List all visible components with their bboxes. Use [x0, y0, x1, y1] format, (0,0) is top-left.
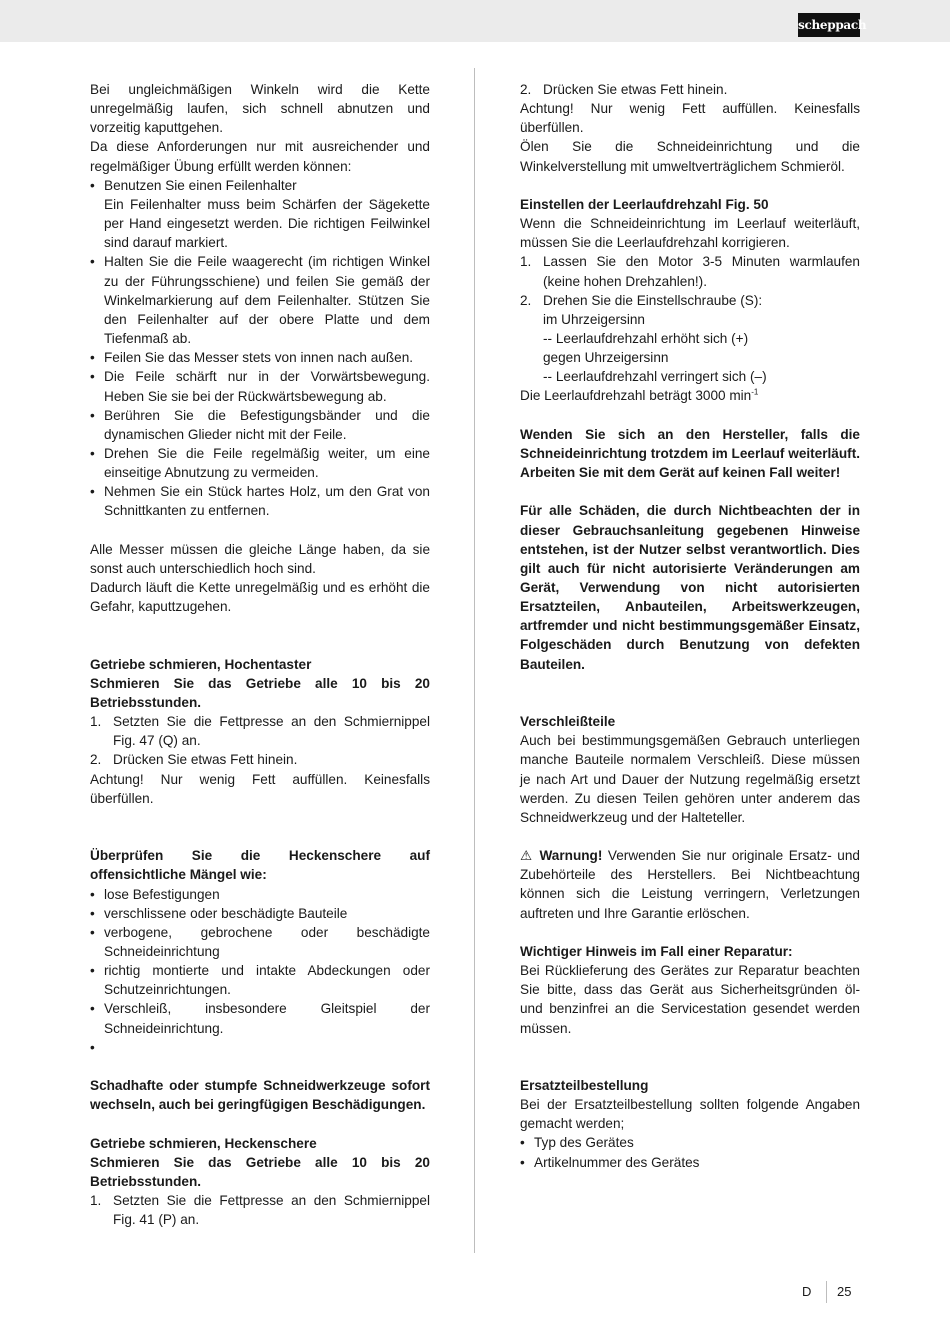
- page-number: 25: [837, 1284, 852, 1299]
- step-text: Lassen Sie den Motor 3-5 Minuten warmlaufen (keine hohen Drehzahlen!).: [543, 254, 860, 289]
- footer-separator: [826, 1281, 827, 1303]
- list-item: • richtig montierte und intakte Abdeckungen oder Schutzeinrichtungen.: [90, 961, 430, 999]
- list-item: • lose Befestigungen: [90, 885, 430, 904]
- list-item: [520, 252, 860, 290]
- idle-rpm-text: Die Leerlaufdrehzahl beträgt 3000 min: [520, 388, 752, 404]
- list-item: [520, 80, 860, 99]
- sharpening-tips: [90, 176, 430, 521]
- warning-text: Verwenden Sie nur originale Ersatz- und Zubehörteile des Herstellers. Bei Nichtbeachtung können sich die Leistung verringern, Verletzungen auftreten und Ihre Garantie erlöschen.: [520, 848, 860, 921]
- list-item: [520, 291, 860, 310]
- step-text: Setzten Sie die Fettpresse an den Schmiernippel Fig. 47 (Q) an.: [113, 714, 430, 749]
- liability-text: Für alle Schäden, die durch Nichtbeachten der in dieser Gebrauchsanleitung gegebenen Hinweise entstehen, ist der Nutzer selbst verantwortlich. Dies gilt auch für nicht autorisierte Veränderungen am Gerät, Verwendung von nicht autorisierten Ersatzteilen, Anbauteilen, Arbeitswerkzeugen, artfremder und nicht bestimmungsgemäßer Einsatz, Folgeschäden durch Benutzung von defekten Bauteilen.: [520, 503, 860, 672]
- gear1-heading: Getriebe schmieren, Hochentaster: [90, 656, 312, 672]
- clockwise-label: im Uhrzeigersinn: [543, 311, 645, 327]
- repair-text: Bei Rücklieferung des Gerätes zur Reparatur beachten Sie bitte, dass das Gerät aus Sicherheitsgründen öl- und benzinfrei an die Servicestation gesendet werden müssen.: [520, 963, 860, 1036]
- list-item: • Artikelnummer des Gerätes: [520, 1153, 860, 1172]
- step-number: 2.: [90, 752, 102, 768]
- replace-warning: Schadhafte oder stumpfe Schneidwerkzeuge sofort wechseln, auch bei geringfügigen Beschädigungen.: [90, 1078, 430, 1113]
- list-item: [90, 176, 430, 253]
- step-number: 1.: [90, 714, 102, 730]
- step-text: Drücken Sie etwas Fett hinein.: [543, 82, 728, 97]
- gear1-steps: [90, 712, 430, 769]
- list-item: [90, 1191, 430, 1229]
- check-list: [90, 885, 430, 1057]
- list-item-empty: [90, 1038, 430, 1057]
- repair-heading: Wichtiger Hinweis im Fall einer Reparatur:: [520, 943, 793, 959]
- parts-heading: Ersatzteilbestellung: [520, 1078, 649, 1094]
- list-item: [90, 750, 430, 769]
- step-number: 1.: [520, 254, 532, 270]
- warning-paragraph: [520, 846, 860, 923]
- tip-head: Benutzen Sie einen Feilenhalter: [104, 177, 297, 193]
- contact-manufacturer: Wenden Sie sich an den Hersteller, falls die Schneideinrichtung trotzdem im Leerlauf weiterläuft. Arbeiten Sie mit dem Gerät auf keinen Fall weiter!: [520, 426, 860, 481]
- requirements-text: Da diese Anforderungen nur mit ausreichender und regelmäßiger Übung erfüllt werden können:: [90, 139, 430, 174]
- wear-text: Auch bei bestimmungsgemäßen Gebrauch unterliegen manche Bauteile normalem Verschleiß. Diese müssen je nach Art und Dauer der Nutzung regelmäßig ersetzt werden. Zu diesen Teilen gehören unter anderem das Schneidwerkzeug und der Halteteller.: [520, 733, 860, 825]
- list-item: • Die Feile schärft nur in der Vorwärtsbewegung. Heben Sie sie bei der Rückwärtsbewegung ab.: [90, 367, 430, 405]
- list-item: • Verschleiß, insbesondere Gleitspiel der Schneideinrichtung.: [90, 999, 430, 1037]
- list-item: • Nehmen Sie ein Stück hartes Holz, um den Grat von Schnittkanten zu entfernen.: [90, 482, 430, 520]
- gear2-heading: Getriebe schmieren, Heckenschere: [90, 1135, 317, 1151]
- oil-text: Ölen Sie die Schneideinrichtung und die Winkelverstellung mit umweltverträglichem Schmieröl.: [520, 139, 860, 174]
- list-item: • Berühren Sie die Befestigungsbänder und die dynamischen Glieder nicht mit der Feile.: [90, 406, 430, 444]
- gear2-subheading: Schmieren Sie das Getriebe alle 10 bis 20 Betriebsstunden.: [90, 1154, 430, 1189]
- gear1-subheading: Schmieren Sie das Getriebe alle 10 bis 20 Betriebsstunden.: [90, 675, 430, 710]
- counterclockwise-label: gegen Uhrzeigersinn: [543, 350, 669, 366]
- list-item: • Typ des Gerätes: [520, 1133, 860, 1152]
- parts-text: Bei der Ersatzteilbestellung sollten folgende Angaben gemacht werden;: [520, 1097, 860, 1132]
- parts-list: [520, 1133, 860, 1171]
- list-item: • verschlissene oder beschädigte Bauteile: [90, 904, 430, 923]
- left-column: [90, 80, 430, 1229]
- step-text: Drücken Sie etwas Fett hinein.: [113, 752, 298, 768]
- warning-triangle-icon: ⚠: [520, 848, 534, 864]
- right-column: [520, 80, 860, 1172]
- step-number: 2.: [520, 82, 532, 97]
- brand-logo: scheppach: [798, 13, 860, 37]
- list-item: • Halten Sie die Feile waagerecht (im richtigen Winkel zu der Führungsschiene) und feilen Sie gemäß der Winkelmarkierung auf dem Feilenhalter. Stützen Sie den Feilenhalter auf der obere Platte und dem Tiefenmaß ab.: [90, 252, 430, 348]
- gear2-note: Achtung! Nur wenig Fett auffüllen. Keinesfalls überfüllen.: [520, 101, 860, 136]
- tip-text: Ein Feilenhalter muss beim Schärfen der Sägekette per Hand eingesetzt werden. Die richtigen Feilwinkel sind darauf markiert.: [104, 196, 430, 251]
- blades-text-1: Alle Messer müssen die gleiche Länge haben, da sie sonst auch unterschiedlich hoch sind.: [90, 541, 430, 576]
- gear2-steps-continued: [520, 80, 860, 99]
- idle-steps: [520, 252, 860, 309]
- step-text: Drehen Sie die Einstellschraube (S):: [543, 292, 763, 308]
- list-item: • verbogene, gebrochene oder beschädigte Schneideinrichtung: [90, 923, 430, 961]
- list-item: • Feilen Sie das Messer stets von innen nach außen.: [90, 348, 430, 367]
- counterclockwise-effect: -- Leerlaufdrehzahl verringert sich (–): [543, 369, 767, 385]
- gear1-note: Achtung! Nur wenig Fett auffüllen. Keinesfalls überfüllen.: [90, 771, 430, 806]
- clockwise-effect: -- Leerlaufdrehzahl erhöht sich (+): [543, 331, 749, 347]
- list-item: • Drehen Sie die Feile regelmäßig weiter, um eine einseitige Abnutzung zu vermeiden.: [90, 444, 430, 482]
- gear2-steps: [90, 1191, 430, 1229]
- idle-intro: Wenn die Schneideinrichtung im Leerlauf weiterläuft, müssen Sie die Leerlaufdrehzahl korrigieren.: [520, 216, 860, 251]
- idle-heading: Einstellen der Leerlaufdrehzahl Fig. 50: [520, 196, 769, 212]
- check-heading: Überprüfen Sie die Heckenschere auf offensichtliche Mängel wie:: [90, 848, 430, 883]
- step-number: 1.: [90, 1192, 102, 1208]
- idle-rpm: [520, 386, 860, 405]
- idle-rpm-exponent: -1: [751, 387, 759, 397]
- blades-text-2: Dadurch läuft die Kette unregelmäßig und es erhöht die Gefahr, kaputtzugehen.: [90, 580, 430, 615]
- column-divider: [474, 68, 475, 1253]
- list-item: [90, 712, 430, 750]
- wear-heading: Verschleißteile: [520, 714, 616, 730]
- intro-text: Bei ungleichmäßigen Winkeln wird die Kette unregelmäßig laufen, sich schnell abnutzen und vorzeitig kaputtgehen.: [90, 82, 430, 136]
- language-code: D: [802, 1284, 812, 1299]
- step-number: 2.: [520, 292, 532, 308]
- warning-label: Warnung!: [539, 848, 603, 864]
- step-text: Setzten Sie die Fettpresse an den Schmiernippel Fig. 41 (P) an.: [113, 1192, 430, 1228]
